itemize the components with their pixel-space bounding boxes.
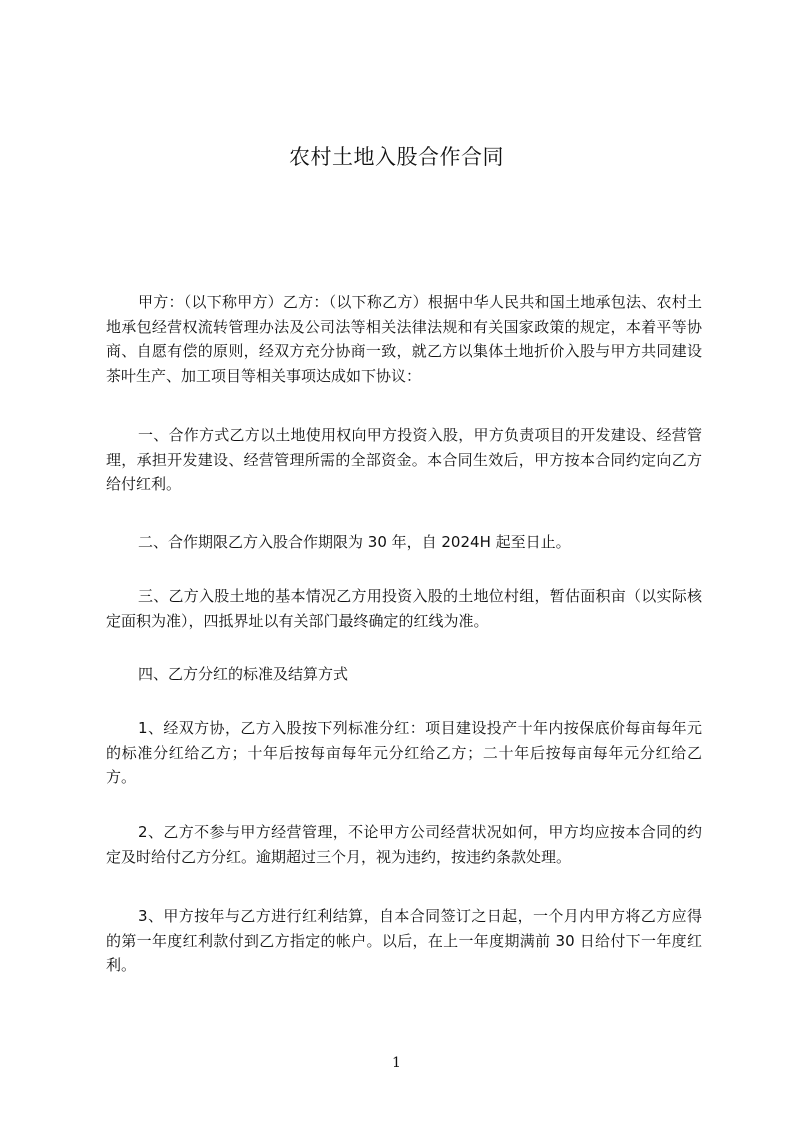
document-title: 农村土地入股合作合同 (289, 145, 504, 169)
clause-dividend-heading: 四、乙方分红的标准及结算方式 (138, 665, 349, 683)
intro-paragraph: 甲方：（以下称甲方）乙方：（以下称乙方）根据中华人民共和国土地承包法、农村土地承包经营权流转管理办法及公司法等相关法律法规和有关国家政策的规定，本着平等协商、自愿有偿的原则，经双方充分协商一致，就乙方以集体土地折价入股与甲方共同建设茶叶生产、加工项目等相关事项达成如下协议： (106, 293, 702, 385)
clause-cooperation-term: 二、合作期限乙方入股合作期限为 30 年，自 2024H 起至日止。 (138, 533, 571, 551)
clause-cooperation-method: 一、合作方式乙方以土地使用权向甲方投资入股，甲方负责项目的开发建设、经营管理，承担开发建设、经营管理所需的全部资金。本合同生效后，甲方按本合同约定向乙方给付红利。 (106, 426, 702, 493)
clause-land-info: 三、乙方入股土地的基本情况乙方用投资入股的土地位村组，暂估面积亩（以实际核定面积为准），四抵界址以有关部门最终确定的红线为准。 (106, 587, 702, 630)
clause-dividend-item-3: 3、甲方按年与乙方进行红利结算，自本合同签订之日起，一个月内甲方将乙方应得的第一年度红利款付到乙方指定的帐户。以后，在上一年度期满前 30 日给付下一年度红利。 (106, 907, 702, 974)
page-number: 1 (392, 1055, 401, 1071)
clause-dividend-item-1: 1、经双方协，乙方入股按下列标准分红：项目建设投产十年内按保底价每亩每年元的标准分红给乙方；十年后按每亩每年元分红给乙方；二十年后按每亩每年元分红给乙方。 (106, 719, 702, 786)
clause-dividend-item-2: 2、乙方不参与甲方经营管理，不论甲方公司经营状况如何，甲方均应按本合同的约定及时给付乙方分红。逾期超过三个月，视为违约，按违约条款处理。 (106, 823, 702, 866)
